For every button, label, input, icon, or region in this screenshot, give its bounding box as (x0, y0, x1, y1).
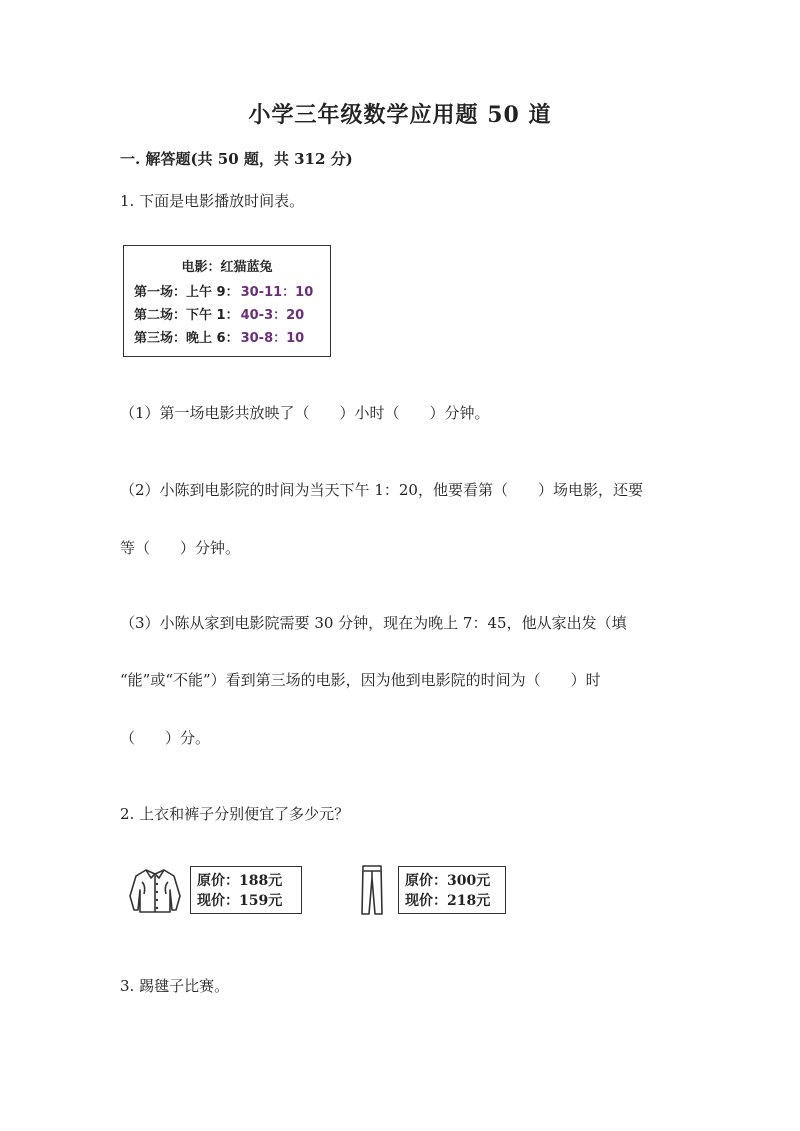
question-1-part-1: （1）第一场电影共放映了（ ）小时（ ）分钟。 (120, 404, 490, 422)
section-heading: 一. 解答题(共 50 题，共 312 分) (120, 150, 353, 168)
question-1-part-2-line-2: 等（ ）分钟。 (120, 539, 241, 557)
shirt-icon (128, 866, 182, 916)
schedule-row-label: 第一场：上午 9： (134, 285, 239, 300)
schedule-row-time: 30-8：10 (240, 331, 305, 346)
page-title: 小学三年级数学应用题 50 道 (248, 102, 552, 128)
schedule-title: 电影：红猫蓝兔 (181, 260, 273, 275)
question-1-part-3-line-3: （ ）分。 (120, 729, 211, 747)
schedule-row-time: 30-11：10 (240, 285, 314, 300)
question-1-part-3-line-1: （3）小陈从家到电影院需要 30 分钟，现在为晚上 7：45，他从家出发（填 (120, 614, 627, 632)
pants-price-tag (398, 866, 506, 914)
pants-original-price: 原价：300元 (405, 873, 491, 889)
shirt-current-price: 现价：159元 (197, 893, 283, 909)
schedule-row-label: 第二场：下午 1： (134, 308, 239, 323)
schedule-row (134, 281, 313, 300)
pants-current-price: 现价：218元 (405, 893, 491, 909)
question-2-stem: 2. 上衣和裤子分别便宜了多少元？ (120, 805, 350, 823)
question-1-stem: 1. 下面是电影播放时间表。 (120, 192, 305, 210)
schedule-row (134, 304, 304, 323)
schedule-row-label: 第三场：晚上 6： (134, 331, 239, 346)
shirt-price-tag (190, 866, 302, 914)
question-1-part-2-line-1: （2）小陈到电影院的时间为当天下午 1：20，他要看第（ ）场电影，还要 (120, 481, 643, 499)
question-3-stem: 3. 踢毽子比赛。 (120, 977, 230, 995)
movie-schedule-table (123, 245, 331, 357)
question-1-part-3-line-2: “能”或“不能”）看到第三场的电影，因为他到电影院的时间为（ ）时 (120, 671, 601, 689)
schedule-row-time: 40-3：20 (240, 308, 305, 323)
pants-icon (360, 864, 384, 916)
schedule-row (134, 327, 304, 346)
shirt-original-price: 原价：188元 (197, 873, 283, 889)
